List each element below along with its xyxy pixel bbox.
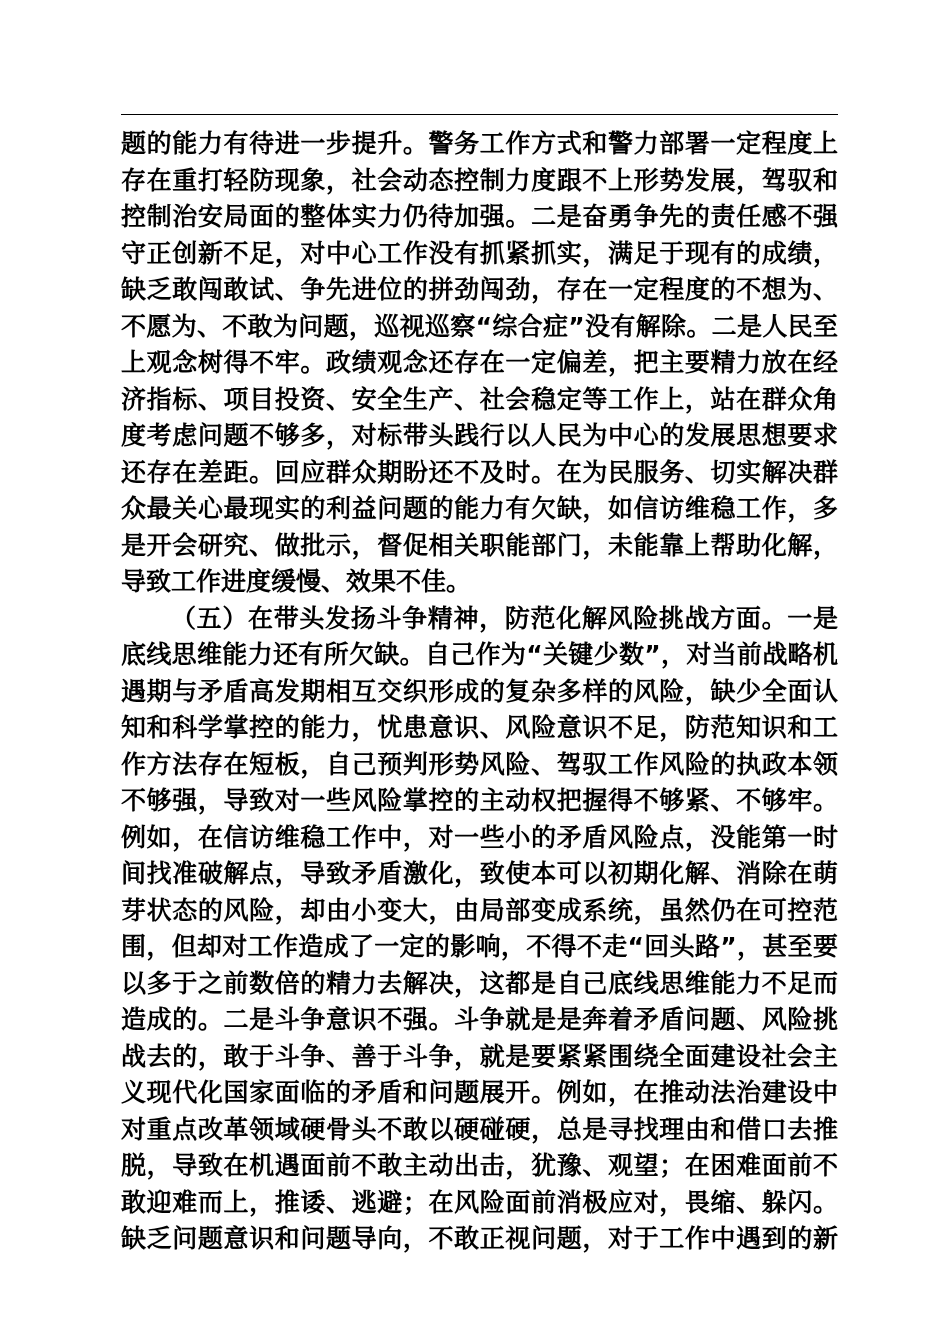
text-line: 题的能力有待进一步提升。警务工作方式和警力部署一定程度上 [121,129,838,158]
header-rule [121,114,838,115]
body-text [121,126,838,1258]
text-line: 义现代化国家面临的矛盾和问题展开。例如，在推动法治建设中 [121,1078,838,1107]
text-line: 敢迎难而上，推诿、逃避；在风险面前消极应对，畏缩、躲闪。 [121,1187,838,1217]
text-line: 以多于之前数倍的精力去解决，这都是自己底线思维能力不足而 [121,968,838,998]
text-line: 还存在差距。回应群众期盼还不及时。在为民服务、切实解决群 [121,457,838,487]
text-line: 众最关心最现实的利益问题的能力有欠缺，如信访维稳工作，多 [121,494,838,523]
section-heading-line: （五）在带头发扬斗争精神，防范化解风险挑战方面。一是 [171,603,838,633]
text-line: 遇期与矛盾高发期相互交织形成的复杂多样的风险，缺少全面认 [121,676,838,706]
text-line: 济指标、项目投资、安全生产、社会稳定等工作上，站在群众角 [121,384,838,414]
text-line: 导致工作进度缓慢、效果不佳。 [121,567,472,596]
text-line: 例如，在信访维稳工作中，对一些小的矛盾风险点，没能第一时 [121,822,838,852]
text-line: 控制治安局面的整体实力仍待加强。二是奋勇争先的责任感不强 [121,202,838,231]
text-line: 存在重打轻防现象，社会动态控制力度跟不上形势发展，驾驭和 [121,165,838,195]
text-line: 造成的。二是斗争意识不强。斗争就是是奔着矛盾问题、风险挑 [121,1005,838,1034]
text-line: 对重点改革领域硬骨头不敢以硬碰硬，总是寻找理由和借口去推 [121,1114,838,1144]
text-line: 不愿为、不敢为问题，巡视巡察“综合症”没有解除。二是人民至 [121,311,838,341]
text-line: 间找准破解点，导致矛盾激化，致使本可以初期化解、消除在萌 [121,859,838,888]
text-line: 芽状态的风险，却由小变大，由局部变成系统，虽然仍在可控范 [121,895,838,925]
text-line: 守正创新不足，对中心工作没有抓紧抓实，满足于现有的成绩， [121,238,838,268]
text-line: 上观念树得不牢。政绩观念还存在一定偏差，把主要精力放在经 [121,348,838,377]
text-line: 是开会研究、做批示，督促相关职能部门，未能靠上帮助化解， [121,530,838,560]
text-line: 度考虑问题不够多，对标带头践行以人民为中心的发展思想要求 [121,421,838,450]
text-line: 作方法存在短板，自己预判形势风险、驾驭工作风险的执政本领 [121,749,838,779]
text-line: 脱，导致在机遇面前不敢主动出击，犹豫、观望；在困难面前不 [121,1151,838,1180]
text-line: 战去的，敢于斗争、善于斗争，就是要紧紧围绕全面建设社会主 [121,1041,838,1071]
text-line: 底线思维能力还有所欠缺。自己作为“关键少数”，对当前战略机 [121,640,838,669]
text-line: 不够强，导致对一些风险掌控的主动权把握得不够紧、不够牢。 [121,786,838,815]
text-line: 缺乏问题意识和问题导向，不敢正视问题，对于工作中遇到的新 [121,1224,838,1253]
text-line: 围，但却对工作造成了一定的影响，不得不走“回头路”，甚至要 [121,932,838,961]
text-line: 缺乏敢闯敢试、争先进位的拼劲闯劲，存在一定程度的不想为、 [121,275,838,304]
text-line: 知和科学掌控的能力，忧患意识、风险意识不足，防范知识和工 [121,713,838,742]
